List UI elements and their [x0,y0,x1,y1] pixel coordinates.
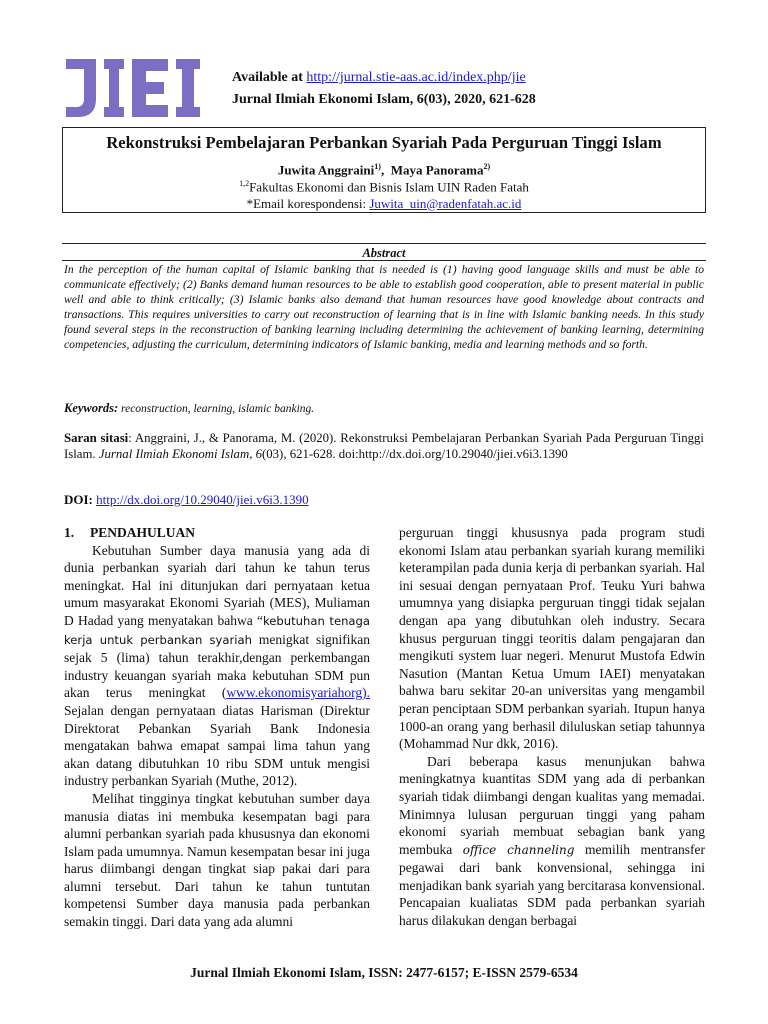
paragraph-1 [64,542,370,790]
author-2-sup: 2) [483,162,491,171]
p1-text-a: Kebutuhan Sumber daya manusia yang ada di dunia perbankan syariah dari tahun ke tahun terus meningkat. Hal ini ditunjukan dari pernyataan ketua umum masyarakat Ekonomi Syariah (MES), Muliaman D Hadad yang menyatakan bahwa “ [64,542,370,628]
p4-text-a: Dari beberapa kasus menunjukan bahwa meningkatnya kuantitas SDM yang ada di perbankan syariah tidak diimbangi dengan kualitas yang memadai. Minimnya lulusan perguruan tinggi yang paham ekonomi syariah membuat sebagian bank yang membuka [399,753,705,857]
p4-text-b: memilih mentransfer pegawai dari bank konvensional, sehingga ini menjadikan bank syariah yang bercitarasa konvensional. Pencapaian kualiatas SDM pada perbankan syariah harus dilakukan dengan berbagai [399,841,705,929]
p1-text-b: menigkat signifikan sejak 5 (lima) tahun terakhir,dengan perkembangan industry keuangan syariah maka kebutuhan SDM pun akan terus meningkat ( [64,631,370,701]
journal-url-link[interactable]: http://jurnal.stie-aas.ac.id/index.php/jie [306,70,526,85]
section-title: PENDAHULUAN [90,525,196,540]
author-1-sup: 1) [374,162,381,171]
citation-label: Saran sitasi [64,431,129,445]
paragraph-4 [399,753,705,930]
paragraph-3: perguruan tinggi khususnya pada program studi ekonomi Islam atau perbankan syariah kurang memiliki keterampilan pada dunia kerja di perbankan syariah. Hal ini sesuai dengan pernyataan Prof. Teuku Yuri bahwa umumnya yang disiapka perguruan tinggi tidak sejalan dengan apa yang dibutuhkan oleh industry. Secara khusus perguruan tinggi teoritis dalam pengajaran dan mengikuti system luar negeri. Menurut Mustofa Edwin Nasution (Mantan Ketua Umum IAEI) menyatakan bahwa baru sekitar 20-an universitas yang mengambil peran penciptaan SDM perbankan syariah. Itupun hanya 1000-an orang yang berhasil diluluskan setiap tahunnya (Mohammad Nur dkk, 2016). [399,525,705,752]
section-number: 1. [64,525,75,540]
page-footer: Jurnal Ilmiah Ekonomi Islam, ISSN: 2477-6157; E-ISSN 2579-6534 [190,965,578,980]
abstract-top-rule [62,243,706,244]
article-title: Rekonstruksi Pembelajaran Perbankan Syariah Pada Perguruan Tinggi Islam [106,133,662,152]
affiliation-sup: 1,2 [239,179,250,189]
available-label: Available at [232,70,303,85]
section-heading [64,524,370,542]
body-column-left [64,524,370,931]
authors: Juwita Anggraini$^{1)}$, Maya Panorama$^{2)}$ [277,162,491,178]
citation-text-after: (03), 621-628. doi:http://dx.doi.org/10.29040/jiei.v6i3.1390 [262,447,568,461]
abstract-text: In the perception of the human capital of Islamic banking that is needed is (1) having good language skills and must be able to communicate effectively; (2) Banks demand human resources to be able to establish good cooperation, able to present material in public well and able to think critically; (3) Islamic banks also demand that human resources have good knowledge about contracts and transactions. This requires universities to carry out reconstruction of learning that is in line with Islamic banking needs. In this study found several steps in the reconstruction of banking learning including determining the achievement of banking learning, determining competencies, adjusting the curriculum, determining indicators of Islamic banking, media and learning methods and so forth. [64,263,704,352]
abstract-heading-rule [62,260,706,261]
keywords [64,401,704,416]
abstract-heading: Abstract [362,246,406,260]
paragraph-2: Melihat tingginya tingkat kebutuhan sumber daya manusia diatas ini membuka kesempatan bagi para alumni perbankan syariah pada khususnya dan ekonomi Islam pada umumnya. Namun kesempatan besar ini juga harus diimbangi dengan tingkat siap pakai dari para alumni tersebut. Dari tahun ke tahun tuntutan kompetensi Sumber daya manusia pada perbankan semakin tinggi. Dari data yang ada alumni [64,790,370,930]
journal-logo [64,55,202,119]
keywords-text: reconstruction, learning, islamic banking. [121,403,315,415]
email-label: *Email korespondensi: [246,195,367,211]
doi-link[interactable]: http://dx.doi.org/10.29040/jiei.v6i3.1390 [96,492,309,507]
body-column-right [399,524,705,930]
p1-quote: kebutuhan tenaga kerja untuk perbankan syariah [64,613,370,647]
affiliation-text: Fakultas Ekonomi dan Bisnis Islam UIN Raden Fatah [249,179,529,195]
author-1: Juwita Anggraini [277,162,375,178]
author-2: Maya Panorama [390,162,484,178]
available-at [232,70,526,86]
citation-journal: Jurnal Ilmiah Ekonomi Islam, 6 [98,447,262,461]
doi-label: DOI: [64,492,93,507]
title-box [62,127,706,213]
citation [64,430,704,462]
citation-text-before: : Anggraini, J., & Panorama, M. (2020). Rekonstruksi Pembelajaran Perbankan Syariah Pada Perguruan Tinggi Islam. [64,431,704,461]
p1-text-c: Sejalan dengan pernyataan diatas Harisman (Direktur Direktorat Pebankan Syariah Bank Indonesia mengatakan bahwa emapat sampai lima tahun yang akan datang dibutuhkan 10 ribu SDM untuk mengisi industry perbankan Syariah (Muthe, 2012). [64,702,370,789]
keywords-label: Keywords: [64,401,119,415]
p1-website-link[interactable]: www.ekonomisyariahorg). [226,685,370,701]
doi-line [64,492,309,508]
journal-citation: Jurnal Ilmiah Ekonomi Islam, 6(03), 2020, 621-628 [232,92,536,107]
email-link[interactable]: Juwita_uin@radenfatah.ac.id [369,195,522,211]
p4-italic: office channeling [462,842,575,857]
email-line [63,196,705,212]
affiliation [63,179,705,195]
